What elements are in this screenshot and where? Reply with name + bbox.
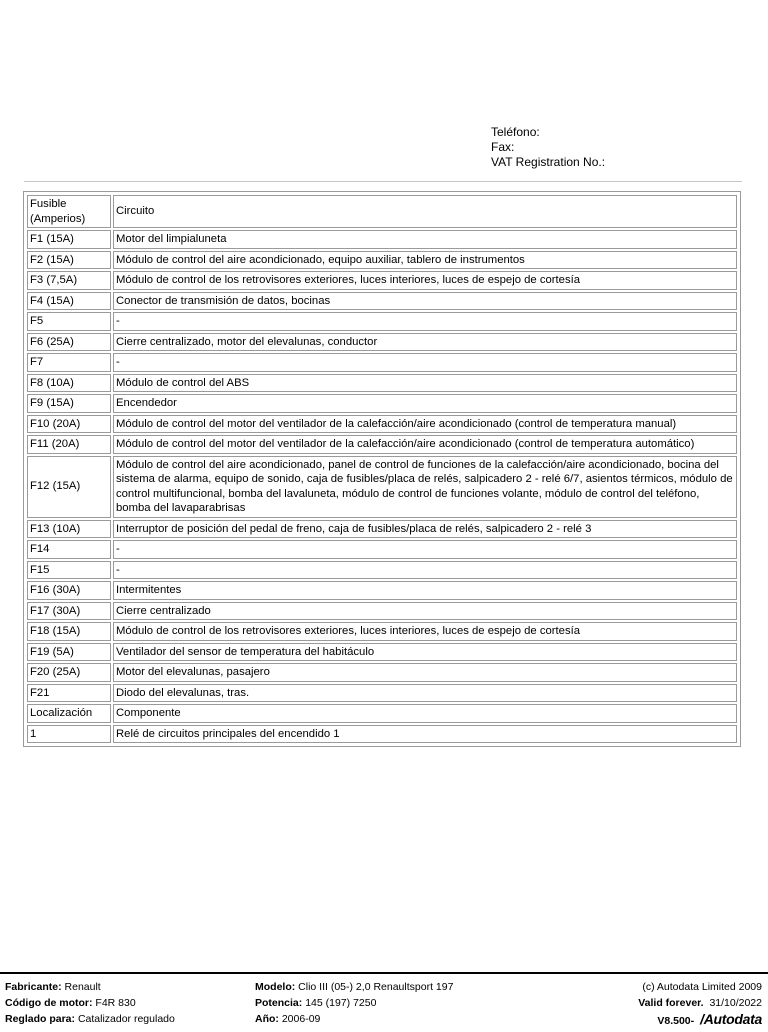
engine-code-value: F4R 830: [95, 997, 136, 1009]
valid-label: Valid forever.: [638, 997, 704, 1009]
fuse-cell: F12 (15A): [27, 456, 111, 518]
fuse-cell: F5: [27, 312, 111, 331]
table-row: [27, 561, 737, 580]
table-row: [27, 684, 737, 703]
circuit-cell: Ventilador del sensor de temperatura del habitáculo: [113, 643, 737, 662]
year-value: 2006-09: [281, 1013, 321, 1025]
header-divider: [24, 181, 742, 182]
circuit-cell: Módulo de control del aire acondicionado, equipo auxiliar, tablero de instrumentos: [113, 251, 737, 270]
fuse-cell: F11 (20A): [27, 435, 111, 454]
autodata-logo-text: Autodata: [703, 1011, 762, 1027]
manufacturer-value: Renault: [64, 981, 101, 993]
fuse-cell: F8 (10A): [27, 374, 111, 393]
table-row: [27, 292, 737, 311]
circuit-cell: -: [113, 312, 737, 331]
table-row: [27, 230, 737, 249]
regulated-label: Reglado para:: [5, 1013, 76, 1025]
table-row: [27, 394, 737, 413]
circuit-cell: Cierre centralizado, motor del elevalunas, conductor: [113, 333, 737, 352]
footer-engine-code: [5, 995, 175, 1011]
table-row: [27, 251, 737, 270]
circuit-cell: Conector de transmisión de datos, bocinas: [113, 292, 737, 311]
autodata-logo: /Autodata: [700, 1011, 762, 1027]
fuse-cell: F9 (15A): [27, 394, 111, 413]
circuit-cell: Diodo del elevalunas, tras.: [113, 684, 737, 703]
circuit-cell: Módulo de control de los retrovisores exteriores, luces interiores, luces de espejo de cortesía: [113, 622, 737, 641]
fuse-cell: F13 (10A): [27, 520, 111, 539]
phone-label: Teléfono:: [491, 125, 540, 139]
footer-validity: [638, 995, 762, 1011]
table-row: [27, 663, 737, 682]
footer-copyright-column: [638, 979, 762, 1029]
footer-vehicle-column: [5, 979, 175, 1027]
contact-block: [491, 125, 605, 170]
footer-year: [255, 1011, 453, 1027]
regulated-value: Catalizador regulado: [77, 1013, 175, 1025]
version-text: V8.500-: [657, 1015, 695, 1027]
fuse-cell: F19 (5A): [27, 643, 111, 662]
fuse-cell: F7: [27, 353, 111, 372]
manufacturer-label: Fabricante:: [5, 981, 62, 993]
circuit-cell: Módulo de control del ABS: [113, 374, 737, 393]
fuse-cell: F4 (15A): [27, 292, 111, 311]
circuit-cell: Intermitentes: [113, 581, 737, 600]
table-row: [27, 195, 737, 228]
fuse-cell: F1 (15A): [27, 230, 111, 249]
circuit-cell: Módulo de control del motor del ventilador de la calefacción/aire acondicionado (control de temperatura manual): [113, 415, 737, 434]
fuse-cell: F10 (20A): [27, 415, 111, 434]
table-row: [27, 333, 737, 352]
fuse-cell: 1: [27, 725, 111, 744]
table-row: [27, 312, 737, 331]
circuit-cell: -: [113, 540, 737, 559]
table-row: [27, 622, 737, 641]
fuse-cell: Fusible (Amperios): [27, 195, 111, 228]
fuse-cell: F6 (25A): [27, 333, 111, 352]
table-row: [27, 271, 737, 290]
engine-code-label: Código de motor:: [5, 997, 93, 1009]
table-row: [27, 435, 737, 454]
table-row: [27, 602, 737, 621]
table-row: [27, 540, 737, 559]
circuit-cell: Circuito: [113, 195, 737, 228]
fuse-cell: F15: [27, 561, 111, 580]
footer-model: [255, 979, 453, 995]
power-label: Potencia:: [255, 997, 303, 1009]
fuse-cell: F20 (25A): [27, 663, 111, 682]
model-value: Clio III (05-) 2,0 Renaultsport 197: [298, 981, 454, 993]
circuit-cell: Módulo de control del aire acondicionado, panel de control de funciones de la calefacción/aire acondicionado, bocina del sistema de alarma, equipo de sonido, caja de fusibles/placa de relés, salpicadero 2 - relé 6/7, asientos térmicos, módulo de control multifuncional, bomba del lavaluneta, módulo de control de funciones volante, módulo de control del teléfono, bomba del lavaparabrisas: [113, 456, 737, 518]
footer-model-column: [255, 979, 453, 1027]
valid-date: 31/10/2022: [709, 997, 762, 1009]
footer: [0, 972, 768, 1032]
fuse-cell: F16 (30A): [27, 581, 111, 600]
fuse-cell: F21: [27, 684, 111, 703]
year-label: Año:: [255, 1013, 279, 1025]
circuit-cell: Componente: [113, 704, 737, 723]
circuit-cell: Motor del elevalunas, pasajero: [113, 663, 737, 682]
fuse-cell: F3 (7,5A): [27, 271, 111, 290]
footer-version-logo: [638, 1011, 762, 1029]
table-row: [27, 520, 737, 539]
model-label: Modelo:: [255, 981, 296, 993]
table-row: [27, 353, 737, 372]
fuse-cell: F17 (30A): [27, 602, 111, 621]
table-row: [27, 704, 737, 723]
circuit-cell: Módulo de control del motor del ventilador de la calefacción/aire acondicionado (control de temperatura automático): [113, 435, 737, 454]
fuse-cell: F2 (15A): [27, 251, 111, 270]
vat-label: VAT Registration No.:: [491, 155, 606, 169]
fuse-cell: F14: [27, 540, 111, 559]
fuse-table-body: [27, 195, 737, 743]
fuse-table: [23, 191, 741, 747]
circuit-cell: Relé de circuitos principales del encendido 1: [113, 725, 737, 744]
footer-manufacturer: [5, 979, 175, 995]
table-row: [27, 725, 737, 744]
circuit-cell: -: [113, 561, 737, 580]
circuit-cell: Cierre centralizado: [113, 602, 737, 621]
circuit-cell: Motor del limpialuneta: [113, 230, 737, 249]
footer-power: [255, 995, 453, 1011]
table-row: [27, 374, 737, 393]
copyright-text: (c) Autodata Limited 2009: [642, 981, 762, 993]
table-row: [27, 415, 737, 434]
table-row: [27, 581, 737, 600]
fax-label: Fax:: [491, 140, 515, 154]
table-row: [27, 456, 737, 518]
fuse-cell: Localización: [27, 704, 111, 723]
circuit-cell: Módulo de control de los retrovisores exteriores, luces interiores, luces de espejo de cortesía: [113, 271, 737, 290]
fuse-cell: F18 (15A): [27, 622, 111, 641]
circuit-cell: Encendedor: [113, 394, 737, 413]
power-value: 145 (197) 7250: [305, 997, 377, 1009]
footer-regulated: [5, 1011, 175, 1027]
table-row: [27, 643, 737, 662]
circuit-cell: Interruptor de posición del pedal de freno, caja de fusibles/placa de relés, salpicadero 2 - relé 3: [113, 520, 737, 539]
circuit-cell: -: [113, 353, 737, 372]
